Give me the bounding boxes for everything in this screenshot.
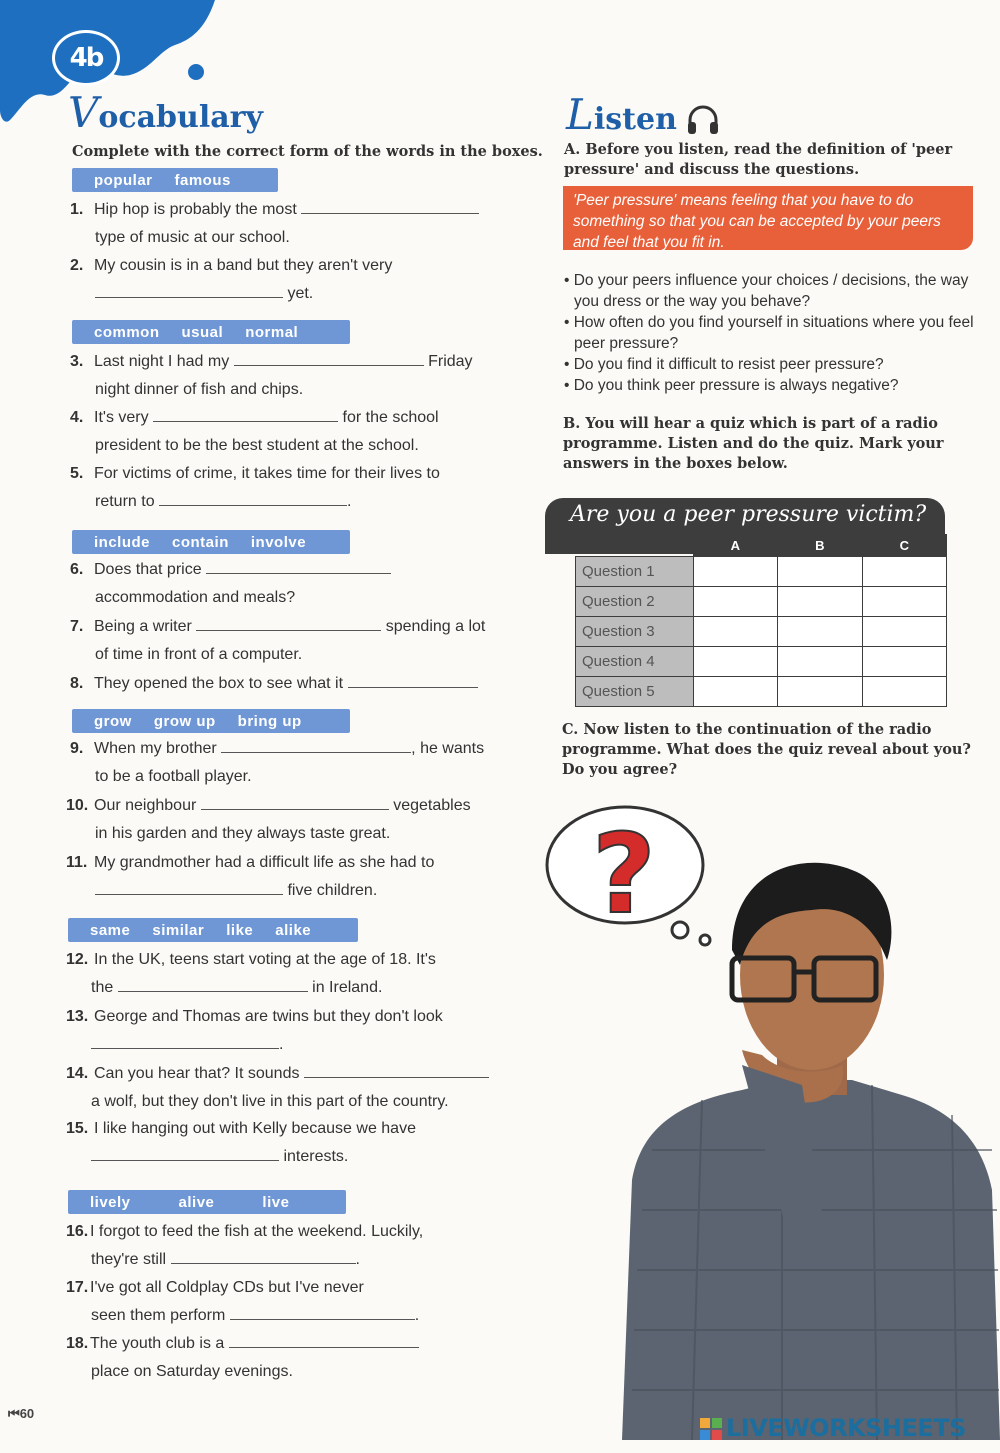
answer-blank-4[interactable] <box>153 407 338 422</box>
answer-blank-14[interactable] <box>304 1063 489 1078</box>
liveworksheets-logo: LIVEWORKSHEETS <box>700 1414 966 1442</box>
column-header-b: B <box>778 534 862 557</box>
exercise-item-14: 14. Can you hear that? It sounds a wolf, but they don't live in this part of the country. <box>66 1060 540 1116</box>
answer-cell[interactable] <box>778 587 862 617</box>
question-label: Question 5 <box>576 677 694 707</box>
answer-blank-17[interactable] <box>230 1305 415 1320</box>
question-mark-icon: ? <box>592 810 656 938</box>
question-bullet-4: • Do you think peer pressure is always negative? <box>564 377 899 394</box>
quiz-row-3 <box>576 617 947 647</box>
quiz-row-5 <box>576 677 947 707</box>
answer-cell[interactable] <box>693 647 777 677</box>
answer-cell[interactable] <box>862 587 946 617</box>
answer-blank-15[interactable] <box>91 1146 279 1161</box>
exercise-item-3: 3. Last night I had my Friday night dinner of fish and chips. <box>70 353 473 398</box>
answer-cell[interactable] <box>862 647 946 677</box>
quiz-row-4 <box>576 647 947 677</box>
answer-blank-9[interactable] <box>221 738 411 753</box>
answer-blank-3[interactable] <box>234 351 424 366</box>
word-box-4: grow grow up bring up <box>72 709 350 733</box>
answer-blank-10[interactable] <box>201 795 389 810</box>
exercise-item-5: 5. For victims of crime, it takes time for their lives to return to . <box>70 465 440 510</box>
answer-cell[interactable] <box>862 557 946 587</box>
quiz-row-1 <box>576 557 947 587</box>
unit-badge: 4b <box>52 30 120 86</box>
quiz-answer-table <box>575 534 947 707</box>
answer-blank-6[interactable] <box>206 559 391 574</box>
page-number: ⏮60 <box>8 1406 35 1421</box>
listen-part-c-instruction: C. Now listen to the continuation of the radio programme. What does the quiz reveal about you? Do you agree? <box>562 721 971 778</box>
answer-blank-7[interactable] <box>196 616 381 631</box>
listen-title: Listen <box>566 90 677 139</box>
answer-cell[interactable] <box>862 617 946 647</box>
column-header-a: A <box>693 534 777 557</box>
answer-cell[interactable] <box>778 677 862 707</box>
word-box-1: popular famous <box>72 168 278 192</box>
question-bullet-3: • Do you find it difficult to resist peer pressure? <box>564 356 884 373</box>
question-label: Question 3 <box>576 617 694 647</box>
listen-part-a-instruction: A. Before you listen, read the definition of 'peer pressure' and discuss the questions. <box>564 141 953 178</box>
exercise-item-1: 1. Hip hop is probably the most type of music at our school. <box>70 196 540 252</box>
exercise-item-15: 15. I like hanging out with Kelly because we have interests. <box>66 1120 416 1165</box>
logo-icon <box>700 1418 722 1440</box>
answer-cell[interactable] <box>778 617 862 647</box>
answer-blank-18[interactable] <box>229 1333 419 1348</box>
question-label: Question 4 <box>576 647 694 677</box>
answer-cell[interactable] <box>693 617 777 647</box>
answer-cell[interactable] <box>693 557 777 587</box>
answer-blank-2[interactable] <box>95 283 283 298</box>
exercise-item-11: 11. My grandmother had a difficult life as she had to five children. <box>66 854 435 899</box>
listen-part-b-instruction: B. You will hear a quiz which is part of a radio programme. Listen and do the quiz. Mark your answers in the boxes below. <box>563 415 944 472</box>
question-label: Question 2 <box>576 587 694 617</box>
headphones-icon <box>686 104 720 136</box>
answer-blank-13[interactable] <box>91 1034 279 1049</box>
answer-blank-12[interactable] <box>118 977 308 992</box>
answer-blank-5[interactable] <box>159 491 347 506</box>
word-box-2: common usual normal <box>72 320 350 344</box>
answer-cell[interactable] <box>862 677 946 707</box>
answer-blank-1[interactable] <box>301 199 479 214</box>
answer-cell[interactable] <box>693 677 777 707</box>
quiz-row-2 <box>576 587 947 617</box>
answer-blank-8[interactable] <box>348 673 478 688</box>
question-bullet-1: • Do your peers influence your choices / decisions, the way you dress or the way you behave? <box>564 272 969 310</box>
answer-cell[interactable] <box>778 557 862 587</box>
peer-pressure-definition: 'Peer pressure' means feeling that you have to do something so that you can be accepted by your peers and feel that you fit in. <box>563 186 973 250</box>
exercise-item-4: 4. It's very for the school president to be the best student at the school. <box>70 409 439 454</box>
exercise-item-10: 10. Our neighbour vegetables in his garden and they always taste great. <box>66 797 471 842</box>
thinking-person-illustration <box>622 850 1000 1440</box>
word-box-5: same similar like alike <box>68 918 358 942</box>
vocabulary-instruction: Complete with the correct form of the words in the boxes. <box>72 143 543 160</box>
quiz-title: Are you a peer pressure victim? <box>570 502 927 527</box>
question-bullet-2: • How often do you find yourself in situations where you feel peer pressure? <box>564 314 974 352</box>
column-header-c: C <box>862 534 946 557</box>
exercise-item-9: 9. When my brother , he wants to be a football player. <box>70 740 485 785</box>
question-label: Question 1 <box>576 557 694 587</box>
exercise-item-13: 13. George and Thomas are twins but they don't look . <box>66 1008 443 1053</box>
exercise-item-18: 18. The youth club is a place on Saturday evenings. <box>66 1330 540 1386</box>
word-box-6: lively alive live <box>68 1190 346 1214</box>
exercise-item-12: 12. In the UK, teens start voting at the age of 18. It's the in Ireland. <box>66 951 436 996</box>
answer-cell[interactable] <box>778 647 862 677</box>
word-box-3: include contain involve <box>72 530 350 554</box>
exercise-item-8: 8. They opened the box to see what it <box>70 670 540 698</box>
vocabulary-title: Vocabulary <box>68 88 263 137</box>
exercise-item-2: 2. My cousin is in a band but they aren't very yet. <box>70 257 393 302</box>
answer-blank-11[interactable] <box>95 880 283 895</box>
discussion-questions <box>562 270 992 396</box>
exercise-item-6: 6. Does that price accommodation and meals? <box>70 556 540 612</box>
exercise-item-16: 16. I forgot to feed the fish at the weekend. Luckily, they're still . <box>66 1223 424 1268</box>
answer-blank-16[interactable] <box>171 1249 356 1264</box>
exercise-item-7: 7. Being a writer spending a lot of time in front of a computer. <box>70 618 486 663</box>
answer-cell[interactable] <box>693 587 777 617</box>
exercise-item-17: 17. I've got all Coldplay CDs but I've never seen them perform . <box>66 1279 420 1324</box>
